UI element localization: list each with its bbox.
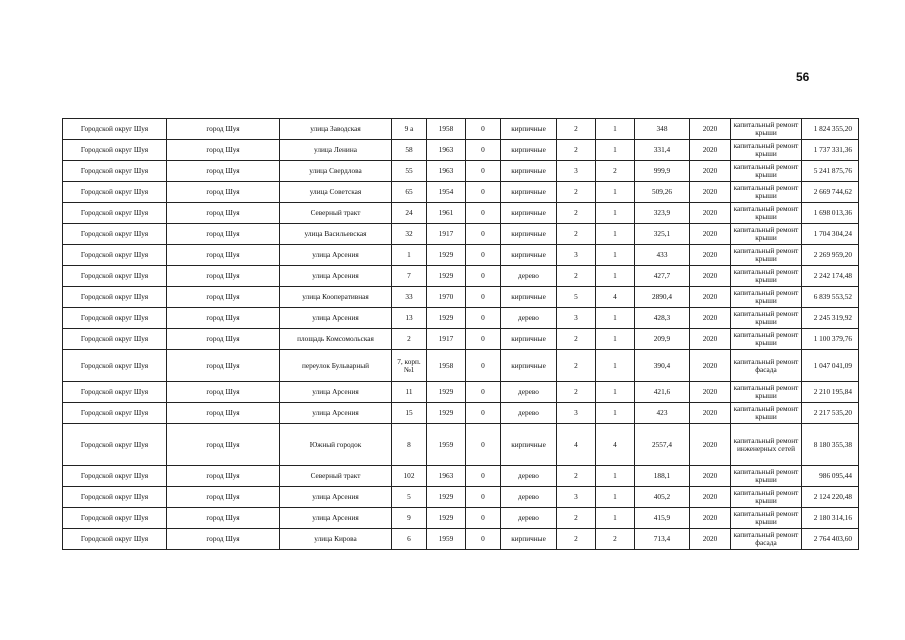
work-type-cell: капитальный ремонт крыши	[731, 487, 802, 508]
street-cell: улица Арсения	[280, 403, 392, 424]
cost-cell: 2 210 195,84	[802, 382, 859, 403]
year-built-cell: 1929	[427, 508, 466, 529]
table-row	[63, 508, 859, 529]
wall-material-cell: кирпичные	[501, 119, 557, 140]
street-cell: улица Советская	[280, 182, 392, 203]
repair-year-cell: 2020	[690, 487, 731, 508]
area-cell: 713,4	[635, 529, 690, 550]
cost-cell: 2 217 535,20	[802, 403, 859, 424]
table-row	[63, 161, 859, 182]
wall-material-cell: дерево	[501, 508, 557, 529]
floors-cell: 3	[557, 403, 596, 424]
floors-cell: 2	[557, 529, 596, 550]
work-type-cell: капитальный ремонт крыши	[731, 329, 802, 350]
cost-cell: 2 245 319,92	[802, 308, 859, 329]
municipality-cell: Городской округ Шуя	[63, 140, 167, 161]
municipality-cell: Городской округ Шуя	[63, 487, 167, 508]
year-built-cell: 1963	[427, 161, 466, 182]
municipality-cell: Городской округ Шуя	[63, 424, 167, 466]
repair-year-cell: 2020	[690, 329, 731, 350]
work-type-cell: капитальный ремонт крыши	[731, 161, 802, 182]
wear-percent-cell: 0	[466, 224, 501, 245]
entrances-cell: 1	[596, 224, 635, 245]
municipality-cell: Городской округ Шуя	[63, 245, 167, 266]
wall-material-cell: дерево	[501, 382, 557, 403]
year-built-cell: 1929	[427, 487, 466, 508]
wear-percent-cell: 0	[466, 466, 501, 487]
wall-material-cell: кирпичные	[501, 182, 557, 203]
wear-percent-cell: 0	[466, 487, 501, 508]
house-number-cell: 15	[392, 403, 427, 424]
area-cell: 427,7	[635, 266, 690, 287]
area-cell: 423	[635, 403, 690, 424]
entrances-cell: 2	[596, 529, 635, 550]
repair-year-cell: 2020	[690, 403, 731, 424]
housing-repair-table	[62, 118, 859, 550]
cost-cell: 2 180 314,16	[802, 508, 859, 529]
wall-material-cell: кирпичные	[501, 140, 557, 161]
year-built-cell: 1963	[427, 466, 466, 487]
area-cell: 348	[635, 119, 690, 140]
year-built-cell: 1929	[427, 266, 466, 287]
floors-cell: 2	[557, 203, 596, 224]
street-cell: улица Арсения	[280, 245, 392, 266]
repair-year-cell: 2020	[690, 119, 731, 140]
municipality-cell: Городской округ Шуя	[63, 203, 167, 224]
table-row	[63, 350, 859, 382]
wear-percent-cell: 0	[466, 182, 501, 203]
work-type-cell: капитальный ремонт крыши	[731, 308, 802, 329]
cost-cell: 8 180 355,38	[802, 424, 859, 466]
page-number: 56	[796, 70, 810, 84]
settlement-cell: город Шуя	[167, 203, 280, 224]
area-cell: 433	[635, 245, 690, 266]
house-number-cell: 13	[392, 308, 427, 329]
street-cell: улица Ленина	[280, 140, 392, 161]
entrances-cell: 1	[596, 308, 635, 329]
entrances-cell: 2	[596, 161, 635, 182]
municipality-cell: Городской округ Шуя	[63, 529, 167, 550]
wall-material-cell: кирпичные	[501, 329, 557, 350]
municipality-cell: Городской округ Шуя	[63, 308, 167, 329]
entrances-cell: 4	[596, 287, 635, 308]
entrances-cell: 4	[596, 424, 635, 466]
floors-cell: 2	[557, 224, 596, 245]
settlement-cell: город Шуя	[167, 466, 280, 487]
wall-material-cell: кирпичные	[501, 224, 557, 245]
cost-cell: 2 242 174,48	[802, 266, 859, 287]
year-built-cell: 1961	[427, 203, 466, 224]
house-number-cell: 2	[392, 329, 427, 350]
floors-cell: 2	[557, 329, 596, 350]
settlement-cell: город Шуя	[167, 119, 280, 140]
table-row	[63, 424, 859, 466]
settlement-cell: город Шуя	[167, 424, 280, 466]
work-type-cell: капитальный ремонт крыши	[731, 382, 802, 403]
repair-year-cell: 2020	[690, 245, 731, 266]
settlement-cell: город Шуя	[167, 245, 280, 266]
entrances-cell: 1	[596, 487, 635, 508]
year-built-cell: 1917	[427, 329, 466, 350]
street-cell: Южный городок	[280, 424, 392, 466]
cost-cell: 1 047 041,09	[802, 350, 859, 382]
floors-cell: 2	[557, 382, 596, 403]
street-cell: улица Свердлова	[280, 161, 392, 182]
house-number-cell: 24	[392, 203, 427, 224]
house-number-cell: 1	[392, 245, 427, 266]
wear-percent-cell: 0	[466, 266, 501, 287]
wall-material-cell: дерево	[501, 466, 557, 487]
street-cell: улица Арсения	[280, 382, 392, 403]
street-cell: улица Арсения	[280, 508, 392, 529]
floors-cell: 5	[557, 287, 596, 308]
repair-year-cell: 2020	[690, 508, 731, 529]
house-number-cell: 55	[392, 161, 427, 182]
wear-percent-cell: 0	[466, 119, 501, 140]
wear-percent-cell: 0	[466, 350, 501, 382]
work-type-cell: капитальный ремонт крыши	[731, 403, 802, 424]
area-cell: 209,9	[635, 329, 690, 350]
cost-cell: 2 269 959,20	[802, 245, 859, 266]
work-type-cell: капитальный ремонт крыши	[731, 287, 802, 308]
table-row	[63, 487, 859, 508]
house-number-cell: 102	[392, 466, 427, 487]
wall-material-cell: дерево	[501, 403, 557, 424]
year-built-cell: 1929	[427, 245, 466, 266]
municipality-cell: Городской округ Шуя	[63, 224, 167, 245]
house-number-cell: 7	[392, 266, 427, 287]
wear-percent-cell: 0	[466, 329, 501, 350]
floors-cell: 3	[557, 245, 596, 266]
area-cell: 325,1	[635, 224, 690, 245]
entrances-cell: 1	[596, 350, 635, 382]
entrances-cell: 1	[596, 119, 635, 140]
entrances-cell: 1	[596, 266, 635, 287]
wall-material-cell: дерево	[501, 487, 557, 508]
floors-cell: 2	[557, 119, 596, 140]
work-type-cell: капитальный ремонт крыши	[731, 119, 802, 140]
wall-material-cell: кирпичные	[501, 350, 557, 382]
entrances-cell: 1	[596, 329, 635, 350]
entrances-cell: 1	[596, 403, 635, 424]
settlement-cell: город Шуя	[167, 382, 280, 403]
work-type-cell: капитальный ремонт крыши	[731, 508, 802, 529]
house-number-cell: 11	[392, 382, 427, 403]
municipality-cell: Городской округ Шуя	[63, 119, 167, 140]
work-type-cell: капитальный ремонт фасада	[731, 529, 802, 550]
municipality-cell: Городской округ Шуя	[63, 382, 167, 403]
year-built-cell: 1929	[427, 403, 466, 424]
street-cell: Северный тракт	[280, 203, 392, 224]
repair-year-cell: 2020	[690, 161, 731, 182]
street-cell: Северный тракт	[280, 466, 392, 487]
house-number-cell: 8	[392, 424, 427, 466]
table-row	[63, 245, 859, 266]
year-built-cell: 1929	[427, 308, 466, 329]
cost-cell: 1 737 331,36	[802, 140, 859, 161]
wear-percent-cell: 0	[466, 308, 501, 329]
house-number-cell: 9	[392, 508, 427, 529]
street-cell: улица Кооперативная	[280, 287, 392, 308]
work-type-cell: капитальный ремонт крыши	[731, 140, 802, 161]
wall-material-cell: дерево	[501, 266, 557, 287]
table-row	[63, 140, 859, 161]
municipality-cell: Городской округ Шуя	[63, 287, 167, 308]
area-cell: 390,4	[635, 350, 690, 382]
cost-cell: 2 124 220,48	[802, 487, 859, 508]
wall-material-cell: кирпичные	[501, 529, 557, 550]
municipality-cell: Городской округ Шуя	[63, 403, 167, 424]
wall-material-cell: кирпичные	[501, 245, 557, 266]
area-cell: 323,9	[635, 203, 690, 224]
settlement-cell: город Шуя	[167, 487, 280, 508]
floors-cell: 2	[557, 466, 596, 487]
settlement-cell: город Шуя	[167, 308, 280, 329]
street-cell: улица Заводская	[280, 119, 392, 140]
street-cell: улица Кирова	[280, 529, 392, 550]
repair-year-cell: 2020	[690, 382, 731, 403]
area-cell: 999,9	[635, 161, 690, 182]
settlement-cell: город Шуя	[167, 403, 280, 424]
municipality-cell: Городской округ Шуя	[63, 161, 167, 182]
settlement-cell: город Шуя	[167, 529, 280, 550]
house-number-cell: 33	[392, 287, 427, 308]
wall-material-cell: дерево	[501, 308, 557, 329]
work-type-cell: капитальный ремонт инженерных сетей	[731, 424, 802, 466]
work-type-cell: капитальный ремонт крыши	[731, 182, 802, 203]
municipality-cell: Городской округ Шуя	[63, 466, 167, 487]
table-row	[63, 203, 859, 224]
house-number-cell: 32	[392, 224, 427, 245]
street-cell: улица Арсения	[280, 487, 392, 508]
area-cell: 188,1	[635, 466, 690, 487]
area-cell: 405,2	[635, 487, 690, 508]
area-cell: 509,26	[635, 182, 690, 203]
floors-cell: 2	[557, 140, 596, 161]
cost-cell: 2 764 403,60	[802, 529, 859, 550]
municipality-cell: Городской округ Шуя	[63, 508, 167, 529]
year-built-cell: 1959	[427, 424, 466, 466]
settlement-cell: город Шуя	[167, 287, 280, 308]
repair-year-cell: 2020	[690, 224, 731, 245]
repair-year-cell: 2020	[690, 266, 731, 287]
entrances-cell: 1	[596, 182, 635, 203]
repair-year-cell: 2020	[690, 424, 731, 466]
settlement-cell: город Шуя	[167, 182, 280, 203]
house-number-cell: 7, корп. №1	[392, 350, 427, 382]
wear-percent-cell: 0	[466, 403, 501, 424]
table-row	[63, 382, 859, 403]
repair-year-cell: 2020	[690, 140, 731, 161]
house-number-cell: 58	[392, 140, 427, 161]
year-built-cell: 1954	[427, 182, 466, 203]
municipality-cell: Городской округ Шуя	[63, 350, 167, 382]
entrances-cell: 1	[596, 466, 635, 487]
cost-cell: 6 839 553,52	[802, 287, 859, 308]
area-cell: 2557,4	[635, 424, 690, 466]
wear-percent-cell: 0	[466, 529, 501, 550]
street-cell: улица Арсения	[280, 266, 392, 287]
cost-cell: 1 698 013,36	[802, 203, 859, 224]
area-cell: 2890,4	[635, 287, 690, 308]
street-cell: площадь Комсомольская	[280, 329, 392, 350]
table-row	[63, 466, 859, 487]
floors-cell: 2	[557, 508, 596, 529]
table-row	[63, 308, 859, 329]
wear-percent-cell: 0	[466, 287, 501, 308]
municipality-cell: Городской округ Шуя	[63, 182, 167, 203]
repair-year-cell: 2020	[690, 350, 731, 382]
work-type-cell: капитальный ремонт крыши	[731, 224, 802, 245]
work-type-cell: капитальный ремонт крыши	[731, 466, 802, 487]
settlement-cell: город Шуя	[167, 140, 280, 161]
wear-percent-cell: 0	[466, 424, 501, 466]
settlement-cell: город Шуя	[167, 161, 280, 182]
work-type-cell: капитальный ремонт крыши	[731, 245, 802, 266]
area-cell: 428,3	[635, 308, 690, 329]
repair-year-cell: 2020	[690, 287, 731, 308]
cost-cell: 1 824 355,20	[802, 119, 859, 140]
area-cell: 415,9	[635, 508, 690, 529]
repair-year-cell: 2020	[690, 466, 731, 487]
year-built-cell: 1959	[427, 529, 466, 550]
area-cell: 421,6	[635, 382, 690, 403]
street-cell: переулок Бульварный	[280, 350, 392, 382]
house-number-cell: 9 а	[392, 119, 427, 140]
cost-cell: 5 241 875,76	[802, 161, 859, 182]
year-built-cell: 1917	[427, 224, 466, 245]
wall-material-cell: кирпичные	[501, 161, 557, 182]
settlement-cell: город Шуя	[167, 224, 280, 245]
wear-percent-cell: 0	[466, 161, 501, 182]
table-row	[63, 329, 859, 350]
wear-percent-cell: 0	[466, 203, 501, 224]
table-row	[63, 266, 859, 287]
repair-year-cell: 2020	[690, 308, 731, 329]
street-cell: улица Васильевская	[280, 224, 392, 245]
street-cell: улица Арсения	[280, 308, 392, 329]
repair-year-cell: 2020	[690, 203, 731, 224]
floors-cell: 3	[557, 487, 596, 508]
table-row	[63, 224, 859, 245]
entrances-cell: 1	[596, 203, 635, 224]
table-row	[63, 119, 859, 140]
floors-cell: 2	[557, 350, 596, 382]
house-number-cell: 65	[392, 182, 427, 203]
floors-cell: 2	[557, 266, 596, 287]
wear-percent-cell: 0	[466, 382, 501, 403]
entrances-cell: 1	[596, 140, 635, 161]
table-row	[63, 529, 859, 550]
entrances-cell: 1	[596, 508, 635, 529]
wall-material-cell: кирпичные	[501, 203, 557, 224]
wear-percent-cell: 0	[466, 140, 501, 161]
repair-year-cell: 2020	[690, 182, 731, 203]
area-cell: 331,4	[635, 140, 690, 161]
settlement-cell: город Шуя	[167, 329, 280, 350]
wear-percent-cell: 0	[466, 245, 501, 266]
year-built-cell: 1958	[427, 119, 466, 140]
settlement-cell: город Шуя	[167, 350, 280, 382]
cost-cell: 2 669 744,62	[802, 182, 859, 203]
house-number-cell: 6	[392, 529, 427, 550]
table-row	[63, 403, 859, 424]
year-built-cell: 1958	[427, 350, 466, 382]
settlement-cell: город Шуя	[167, 266, 280, 287]
year-built-cell: 1970	[427, 287, 466, 308]
house-number-cell: 5	[392, 487, 427, 508]
wall-material-cell: кирпичные	[501, 287, 557, 308]
municipality-cell: Городской округ Шуя	[63, 266, 167, 287]
entrances-cell: 1	[596, 382, 635, 403]
year-built-cell: 1963	[427, 140, 466, 161]
floors-cell: 3	[557, 308, 596, 329]
table-row	[63, 287, 859, 308]
table-row	[63, 182, 859, 203]
work-type-cell: капитальный ремонт крыши	[731, 266, 802, 287]
floors-cell: 2	[557, 182, 596, 203]
work-type-cell: капитальный ремонт крыши	[731, 203, 802, 224]
cost-cell: 1 100 379,76	[802, 329, 859, 350]
cost-cell: 1 704 304,24	[802, 224, 859, 245]
settlement-cell: город Шуя	[167, 508, 280, 529]
floors-cell: 4	[557, 424, 596, 466]
work-type-cell: капитальный ремонт фасада	[731, 350, 802, 382]
municipality-cell: Городской округ Шуя	[63, 329, 167, 350]
floors-cell: 3	[557, 161, 596, 182]
wall-material-cell: кирпичные	[501, 424, 557, 466]
cost-cell: 986 095,44	[802, 466, 859, 487]
entrances-cell: 1	[596, 245, 635, 266]
year-built-cell: 1929	[427, 382, 466, 403]
repair-year-cell: 2020	[690, 529, 731, 550]
wear-percent-cell: 0	[466, 508, 501, 529]
